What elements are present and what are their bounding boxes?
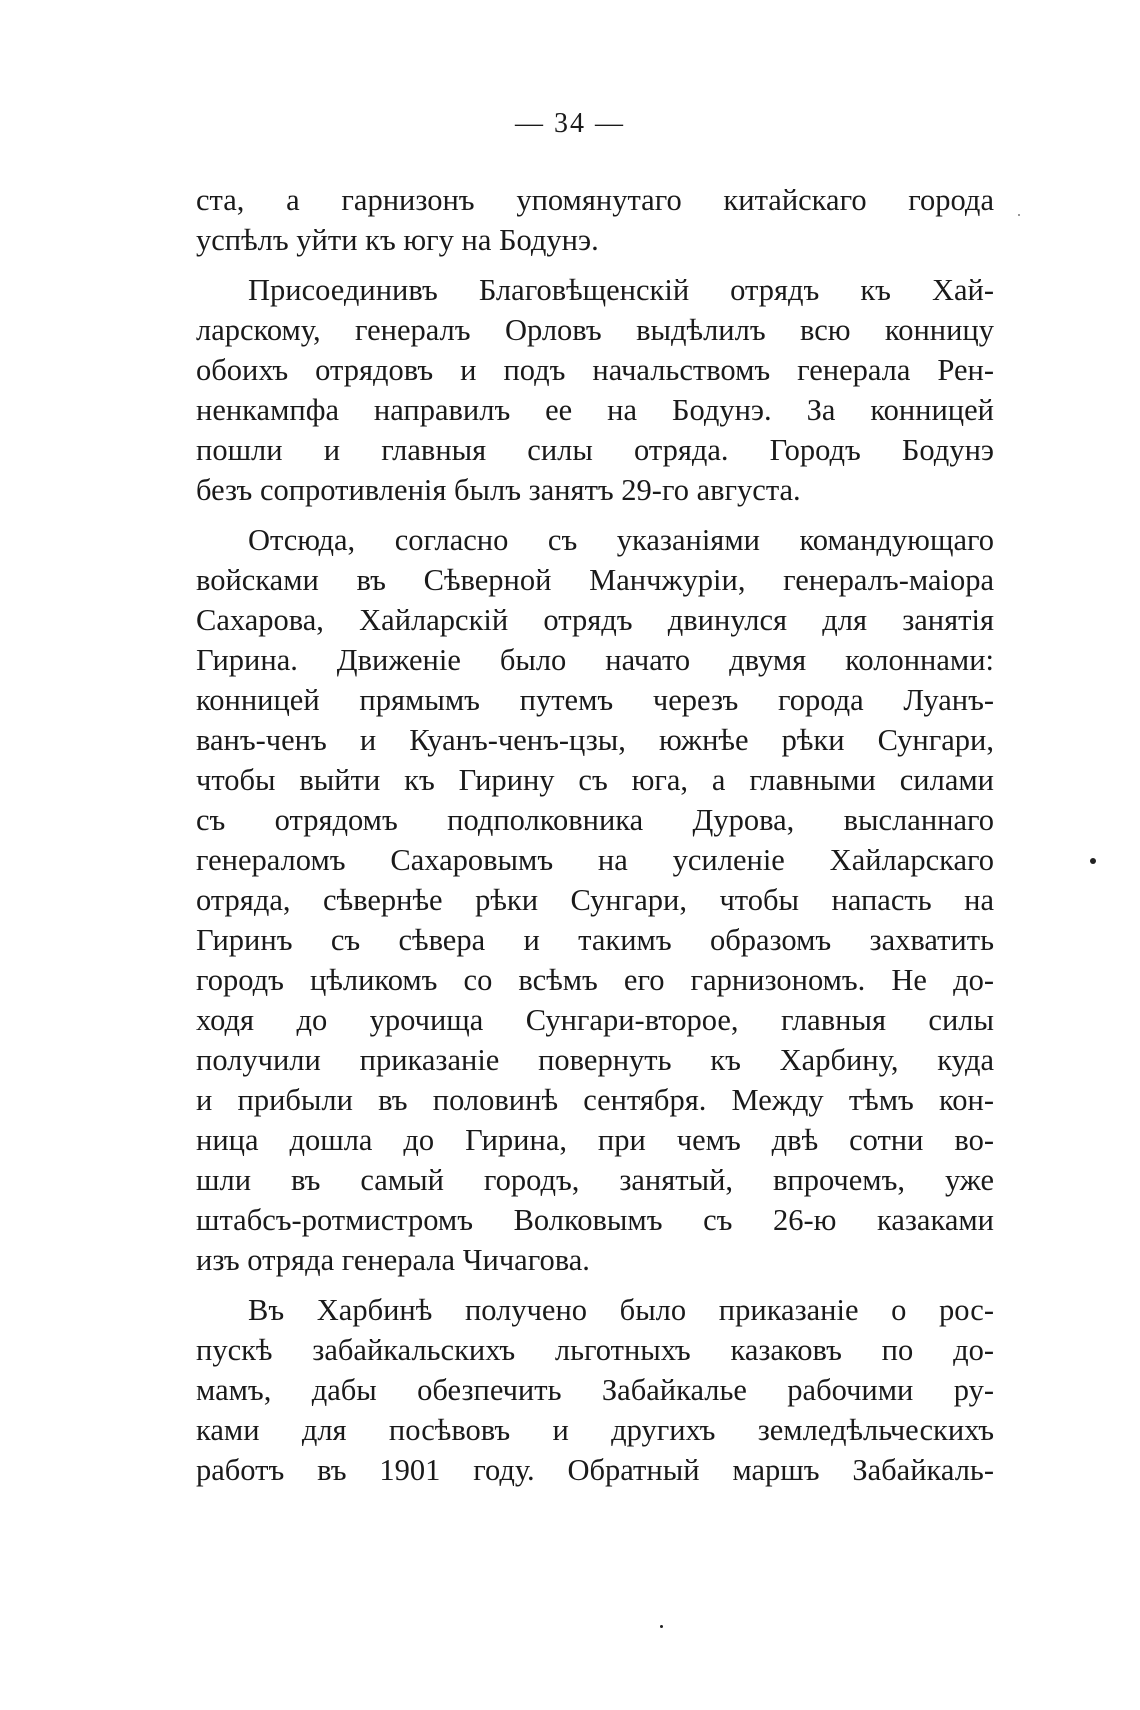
paragraph: [196, 1290, 994, 1490]
text-line: ками для посѣвовъ и другихъ земледѣльческихъ: [196, 1413, 994, 1447]
text-line: и прибыли въ половинѣ сентября. Между тѣмъ кон-: [196, 1083, 994, 1117]
page-number: — 34 —: [515, 108, 625, 139]
body-text: [196, 180, 994, 1500]
text-line: пошли и главныя силы отряда. Городъ Бодунэ: [196, 433, 994, 467]
text-line: отряда, сѣвернѣе рѣки Сунгари, чтобы напасть на: [196, 883, 994, 917]
text-line: конницей прямымъ путемъ черезъ города Луанъ-: [196, 683, 994, 717]
text-line: получили приказаніе повернуть къ Харбину, куда: [196, 1043, 994, 1077]
text-line: Гирина. Движеніе было начато двумя колоннами:: [196, 643, 994, 677]
text-line: ларскому, генералъ Орловъ выдѣлилъ всю конницу: [196, 313, 994, 347]
scan-speck: [1090, 858, 1096, 864]
text-line: генераломъ Сахаровымъ на усиленіе Хайларскаго: [196, 843, 994, 877]
text-line: обоихъ отрядовъ и подъ начальствомъ генерала Рен-: [196, 353, 994, 387]
text-line: работъ въ 1901 году. Обратный маршъ Забайкаль-: [196, 1453, 994, 1487]
text-line: успѣлъ уйти къ югу на Бодунэ.: [196, 223, 599, 257]
scan-speck: [660, 1625, 663, 1628]
text-line: ненкампфа направилъ ее на Бодунэ. За конницей: [196, 393, 994, 427]
paragraph: [196, 180, 994, 260]
text-line: изъ отряда генерала Чичагова.: [196, 1243, 590, 1277]
paragraph: [196, 270, 994, 510]
text-line: Отсюда, согласно съ указаніями командующаго: [248, 523, 994, 557]
text-line: Въ Харбинѣ получено было приказаніе о рос-: [248, 1293, 994, 1327]
text-line: Присоединивъ Благовѣщенскій отрядъ къ Хай-: [248, 273, 994, 307]
text-line: штабсъ-ротмистромъ Волковымъ съ 26-ю казаками: [196, 1203, 994, 1237]
text-line: чтобы выйти къ Гирину съ юга, а главными силами: [196, 763, 994, 797]
text-line: городъ цѣликомъ со всѣмъ его гарнизономъ. Не до-: [196, 963, 994, 997]
scan-speck: [1018, 214, 1020, 216]
text-line: ванъ-ченъ и Куанъ-ченъ-цзы, южнѣе рѣки Сунгари,: [196, 723, 994, 757]
text-line: пускѣ забайкальскихъ льготныхъ казаковъ по до-: [196, 1333, 994, 1367]
text-line: ста, а гарнизонъ упомянутаго китайскаго города: [196, 183, 994, 217]
text-line: безъ сопротивленія былъ занятъ 29-го августа.: [196, 473, 801, 507]
paragraph: [196, 520, 994, 1280]
text-line: съ отрядомъ подполковника Дурова, высланнаго: [196, 803, 994, 837]
text-line: шли въ самый городъ, занятый, впрочемъ, уже: [196, 1163, 994, 1197]
text-line: войсками въ Сѣверной Манчжуріи, генералъ-маіора: [196, 563, 994, 597]
text-line: ница дошла до Гирина, при чемъ двѣ сотни во-: [196, 1123, 994, 1157]
text-line: мамъ, дабы обезпечить Забайкалье рабочими ру-: [196, 1373, 994, 1407]
text-line: Сахарова, Хайларскій отрядъ двинулся для занятія: [196, 603, 994, 637]
text-line: ходя до урочища Сунгари-второе, главныя силы: [196, 1003, 994, 1037]
text-line: Гиринъ съ сѣвера и такимъ образомъ захватить: [196, 923, 994, 957]
